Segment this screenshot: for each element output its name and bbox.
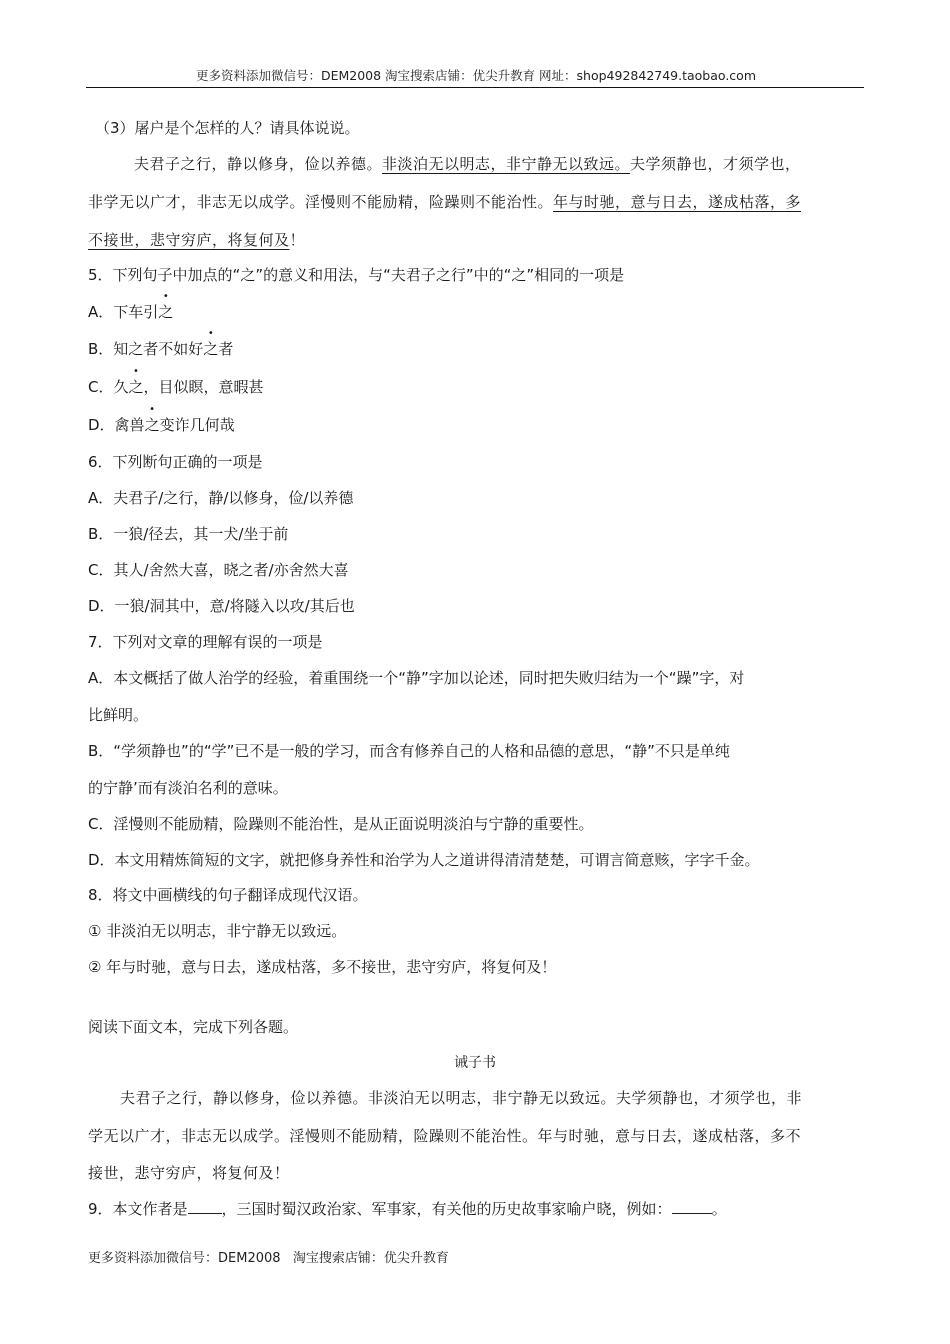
option-text: A．下车引	[88, 303, 159, 321]
dotted-character: 之	[158, 303, 174, 321]
page-header: 更多资料添加微信号：DEM2008 淘宝搜索店铺：优尖升教育 网址：shop492842749.taobao.com	[195, 68, 757, 83]
question-5-option-d	[88, 415, 235, 435]
passage-text: 夫君子之行，静以修身，俭以养德。	[134, 155, 383, 173]
question-6-option-b: B．一狼/径去，其一犬/坐于前	[88, 525, 289, 543]
dotted-character: 之	[203, 340, 219, 358]
question-6-option-c: C．其人/舍然大喜，晓之者/亦舍然大喜	[88, 561, 349, 579]
question-7-option-b-line2: 的宁静’而有淡泊名利的意味。	[88, 779, 288, 797]
question-5-option-c	[88, 377, 264, 397]
underlined-sentence-2a: 年与时驰，意与日去，遂成枯落，多	[553, 193, 802, 211]
dotted-character: 之	[128, 378, 144, 396]
question-6-stem: 6．下列断句正确的一项是	[88, 453, 263, 471]
passage-line-1	[134, 154, 801, 174]
option-text: C．久	[88, 378, 129, 396]
header-divider	[86, 87, 864, 88]
question-5-stem: 5．下列句子中加点的“之”的意义和用法，与“夫君子之行”中的“之”相同的一项是	[88, 266, 625, 284]
answer-blank-author[interactable]	[188, 1199, 222, 1214]
passage-paragraph-line-3: 接世，悲守穷庐，将复何及！	[88, 1164, 290, 1182]
passage-text: 非学无以广才，非志无以成学。淫慢则不能励精，险躁则不能治性。	[88, 193, 554, 211]
option-text: 者	[218, 340, 234, 358]
dotted-character: 之	[144, 416, 160, 434]
question-9	[88, 1199, 727, 1219]
passage-line-3	[88, 230, 305, 250]
question-7-option-c: C．淫慢则不能励精，险躁则不能治性，是从正面说明淡泊与宁静的重要性。	[88, 815, 594, 833]
question-3-prompt: （3）屠户是个怎样的人？请具体说说。	[95, 119, 360, 137]
question-5-option-a	[88, 302, 173, 322]
option-text: ，目似瞑，意暇甚	[143, 378, 264, 396]
underlined-sentence-1: 非淡泊无以明志，非宁静无以致远。	[382, 155, 631, 173]
question-text: 9．本文作者是	[88, 1200, 188, 1218]
option-text: D．禽兽	[88, 416, 145, 434]
option-text: B．知之者不如好	[88, 340, 204, 358]
question-7-stem: 7．下列对文章的理解有误的一项是	[88, 633, 323, 651]
passage-line-2	[88, 192, 801, 212]
question-7-option-a-line2: 比鲜明。	[88, 706, 149, 724]
passage-paragraph-line-2: 学无以广才，非志无以成学。淫慢则不能励精，险躁则不能治性。年与时驰，意与日去，遂成枯落，多不	[88, 1127, 802, 1145]
answer-blank-example[interactable]	[672, 1199, 712, 1214]
underlined-sentence-2b: 不接世，悲守穷庐，将复何及	[88, 231, 290, 249]
question-6-option-a: A．夫君子/之行，静/以修身，俭/以养德	[88, 489, 354, 507]
question-8-stem: 8．将文中画横线的句子翻译成现代汉语。	[88, 886, 368, 904]
passage-text: 夫学须静也，才须学也，	[630, 155, 801, 173]
question-8-item-2: ② 年与时驰，意与日去，遂成枯落，多不接世，悲守穷庐，将复何及！	[88, 958, 557, 976]
question-7-option-b-line1: B．“学须静也”的“学”已不是一般的学习，而含有修养自己的人格和品德的意思，“静”不只是单纯	[88, 742, 730, 760]
question-5-option-b	[88, 339, 233, 359]
question-8-item-1: ① 非淡泊无以明志，非宁静无以致远。	[88, 922, 347, 940]
question-7-option-a-line1: A．本文概括了做人治学的经验，着重围绕一个“静”字加以论述，同时把失败归结为一个“躁”字，对	[88, 669, 745, 687]
section-intro: 阅读下面文本，完成下列各题。	[88, 1018, 299, 1036]
question-text: 。	[711, 1200, 727, 1218]
passage-title: 诫子书	[454, 1055, 496, 1071]
option-text: 变诈几何哉	[159, 416, 235, 434]
question-7-option-d: D．本文用精炼简短的文字，就把修身养性和治学为人之道讲得清清楚楚，可谓言简意赅，字字千金。	[88, 851, 760, 869]
passage-text: ！	[289, 231, 306, 249]
question-text: ，三国时蜀汉政治家、军事家，有关他的历史故事家喻户晓，例如：	[221, 1200, 672, 1218]
question-6-option-d: D．一狼/洞其中，意/将隧入以攻/其后也	[88, 597, 355, 615]
page-footer: 更多资料添加微信号：DEM2008 淘宝搜索店铺：优尖升教育	[88, 1251, 449, 1266]
passage-paragraph-line-1: 夫君子之行，静以修身，俭以养德。非淡泊无以明志，非宁静无以致远。夫学须静也，才须学也，非	[120, 1089, 803, 1107]
